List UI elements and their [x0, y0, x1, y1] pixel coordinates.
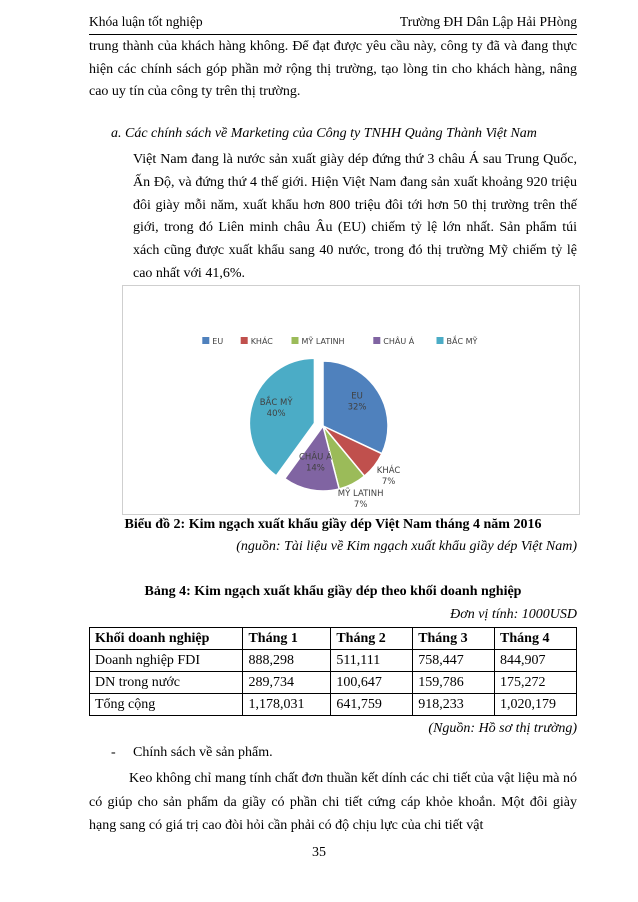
paragraph-intro: trung thành của khách hàng không. Để đạt được yêu cầu này, công ty đã và đang thực hiện các chính sách góp phần mở rộng thị trường, tạo lòng tin cho khách hàng, nâng cao uy tín của công ty trên thị trường. — [89, 39, 577, 99]
table-cell: 100,647 — [331, 672, 413, 694]
pie-chart-box — [122, 285, 580, 515]
table-unit: Đơn vị tính: 1000USD — [450, 607, 577, 622]
data-label-name-my-latinh: MỸ LATINH — [337, 488, 384, 499]
table-cell: 289,734 — [243, 672, 331, 694]
chart-caption: Biểu đồ 2: Kim ngạch xuất khẩu giầy dép Việt Nam tháng 4 năm 2016 — [124, 517, 542, 532]
legend-label-khac: KHÁC — [250, 337, 273, 346]
data-label-value-bac-my: 40% — [266, 408, 286, 419]
table-cell: 175,272 — [495, 672, 577, 694]
table-cell: 844,907 — [495, 650, 577, 672]
bullet-item — [111, 745, 273, 761]
table-row — [90, 694, 577, 716]
table-header-row — [90, 628, 577, 650]
data-label-name-bac-my: BẮC MỸ — [259, 397, 293, 408]
bullet-dash: - — [111, 745, 116, 760]
table-cell: 1,178,031 — [243, 694, 331, 716]
table-cell: DN trong nước — [90, 672, 243, 694]
table-cell: 511,111 — [331, 650, 413, 672]
legend-label-eu: EU — [212, 337, 224, 346]
table-cell: 758,447 — [413, 650, 495, 672]
page-number: 35 — [312, 845, 326, 860]
table-header-cell: Tháng 1 — [243, 628, 331, 650]
table-cell: 1,020,179 — [495, 694, 577, 716]
table-source: (Nguồn: Hồ sơ thị trường) — [428, 721, 577, 736]
data-label-name-khac: KHÁC — [376, 465, 401, 476]
table-cell: Doanh nghiệp FDI — [90, 650, 243, 672]
data-label-value-eu: 32% — [347, 402, 367, 413]
header-left-title: Khóa luận tốt nghiệp — [89, 14, 203, 29]
data-label-name-eu: EU — [351, 391, 363, 402]
table-title: Bảng 4: Kim ngạch xuất khẩu giầy dép theo khối doanh nghiệp — [144, 584, 522, 599]
table-header-cell: Khối doanh nghiệp — [90, 628, 243, 650]
paragraph-glue: Keo không chỉ mang tính chất đơn thuần kết dính các chi tiết của vật liệu mà nó có giúp cho sản phẩm da giầy có phần chi tiết cứng cáp khỏe khoắn. Một đôi giày hạng sang có giá trị cao đòi hỏi cần phải có độ chịu lực của chi tiết vật — [89, 771, 577, 833]
legend-swatch-khac — [241, 337, 248, 344]
data-label-value-chau-a: 14% — [305, 463, 325, 474]
pie-chart — [123, 286, 579, 514]
table-row — [90, 672, 577, 694]
table-header-cell: Tháng 3 — [413, 628, 495, 650]
table-cell: 159,786 — [413, 672, 495, 694]
paragraph-vietnam-footwear: Việt Nam đang là nước sản xuất giày dép đứng thứ 3 châu Á sau Trung Quốc, Ấn Độ, và đứng thứ 4 thế giới. Hiện Việt Nam đang sản xuất khoảng 920 triệu đôi giày mỗi năm, xuất khẩu hơn 800 triệu đôi tới hơn 50 thị trường trên thế giới, trong đó Liên minh châu Âu (EU) chiếm tỷ lệ lớn nhất. Sản phẩm túi xách cũng được xuất khẩu sang 40 nước, trong đó thị trường Mỹ chiếm tỷ lệ cao nhất với 41,6%. — [133, 152, 577, 281]
legend-label-my-latinh: MỸ LATINH — [301, 337, 345, 346]
table-row — [90, 650, 577, 672]
legend-swatch-my-latinh — [292, 337, 299, 344]
export-table — [89, 627, 577, 716]
chart-source: (nguồn: Tài liệu về Kim ngạch xuất khẩu giầy dép Việt Nam) — [236, 539, 577, 554]
table-cell: 888,298 — [243, 650, 331, 672]
legend-swatch-bac-my — [437, 337, 444, 344]
table-header-cell: Tháng 2 — [331, 628, 413, 650]
data-label-name-chau-a: CHÂU Á — [299, 452, 332, 463]
table-cell: Tổng cộng — [90, 694, 243, 716]
legend-label-chau-a: CHÂU Á — [383, 337, 415, 346]
table-cell: 641,759 — [331, 694, 413, 716]
section-heading: a. Các chính sách về Marketing của Công ty TNHH Quảng Thành Việt Nam — [111, 126, 537, 141]
legend-swatch-eu — [202, 337, 209, 344]
table-cell: 918,233 — [413, 694, 495, 716]
data-label-value-khac: 7% — [381, 476, 396, 487]
page-header — [89, 12, 577, 35]
data-label-value-my-latinh: 7% — [353, 499, 368, 510]
header-right-title: Trường ĐH Dân Lập Hải PHòng — [399, 14, 577, 29]
legend-label-bac-my: BẮC MỸ — [446, 337, 478, 346]
table-header-cell: Tháng 4 — [495, 628, 577, 650]
legend-swatch-chau-a — [373, 337, 380, 344]
bullet-text: Chính sách về sản phẩm. — [133, 745, 273, 760]
